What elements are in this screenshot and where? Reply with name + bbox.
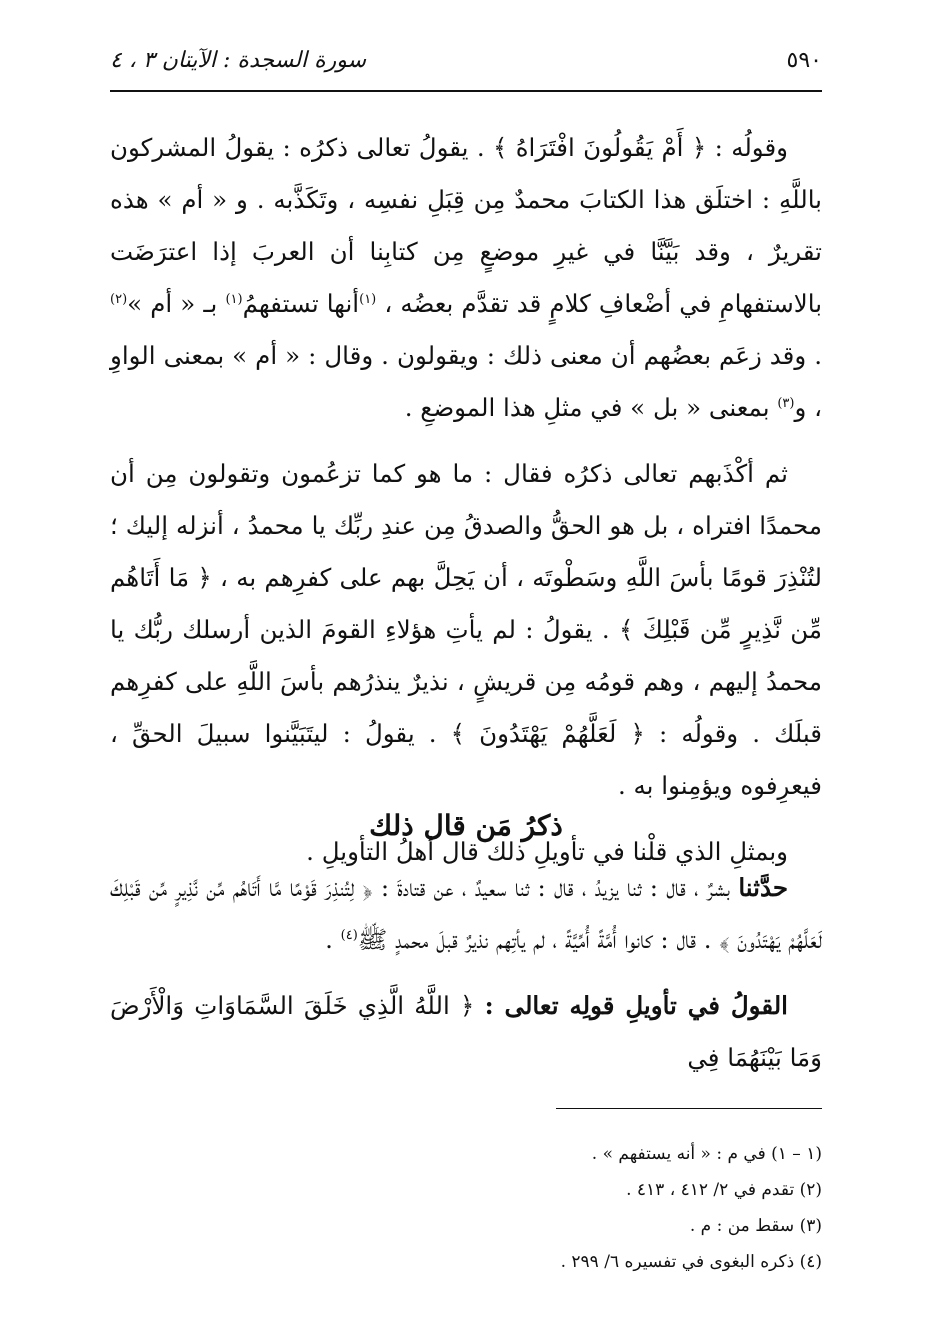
running-title: سورة السجدة : الآيتان ٣ ، ٤ [110,47,367,73]
header-rule [110,90,822,92]
footnote-3: (٣) سقط من : م . [689,1216,822,1236]
paragraph-1: وقولُه : ﴿ أَمْ يَقُولُونَ افْتَرَاهُ ﴾ . يقولُ تعالى ذكرُه : يقولُ المشركون باللَّهِ : اختلَق هذا الكتابَ محمدٌ مِن قِبَلِ نفسِه ، وتَكَذَّبه . و « أم » هذه تقريرٌ ، وقد بَيَّنَّا في غيرِ موضعٍ مِن كتابِنا أن العربَ إذا اعترَضَت بالاستفهامِ في أضْعافِ كلامٍ قد تقدَّم بعضُه ، $^{(١)}$أنها تستفهمُ$^{(١)}$ بـ « أم »$^{(٢)}$ . وقد زعَم بعضُهم أن معنى ذلك : ويقولون . وقال : « أم » بمعنى الواوِ ، و$^{(٣)}$ بمعنى « بل » في مثلِ هذا الموضعِ . [110,133,823,422]
paragraph-5: القولُ في تأويلِ قولِه تعالى : ﴿ اللَّهُ الَّذِي خَلَقَ السَّمَاوَاتِ وَالْأَرْضَ وَمَا بَيْنَهُمَا فِي [110,991,822,1072]
footnote-ref-3: (٣) [777,395,795,411]
commentary-block-2 [110,862,822,1084]
footnotes [110,1136,822,1280]
paragraph-3: وبمثلِ الذي قلْنا في تأويلِ ذلك قال أهلُ التأويلِ . [306,837,788,866]
footnote-4: (٤) ذكره البغوى في تفسيره ٦/ ٢٩٩ . [560,1252,822,1272]
paragraph-4: حدَّثنا بشرٌ ، قال : ثنا يزيدُ ، قال : ثنا سعيدٌ ، عن قتادةَ : ﴿ لِتُنذِرَ قَوْمًا مَّا أَتَاهُم مِّن نَّذِيرٍ مِّن قَبْلِكَ لَعَلَّهُمْ يَهْتَدُونَ ﴾ . قال : كانوا أُمَّةً أُمِّيَّةً ، لم يأتِهم نذيرٌ قبلَ محمدٍ ﷺ$^{(٤)}$ . [110,873,822,954]
section-heading: ذكرُ مَن قال ذلك [369,809,563,842]
footnote-ref-1-open: (١) [359,291,377,307]
footnote-separator [556,1108,822,1109]
paragraph-2: ثم أكْذَبهم تعالى ذكرُه فقال : ما هو كما تزعُمون وتقولون مِن أن محمدًا افتراه ، بل هو الحقُّ والصدقُ مِن عندِ ربِّك يا محمدُ ، أنزله إليك ؛ لتُنْذِرَ قومًا بأسَ اللَّهِ وسَطْوتَه ، أن يَحِلَّ بهم على كفرِهم به ، ﴿ مَا أَتَاهُم مِّن نَّذِيرٍ مِّن قَبْلِكَ ﴾ . يقولُ : لم يأتِ هؤلاءِ القومَ الذين أرسلك ربُّك يا محمدُ إليهم ، وهم قومُه مِن قريشٍ ، نذيرٌ ينذرُهم بأسَ اللَّهِ على كفرِهم قبلَك . وقولُه : ﴿ لَعَلَّهُمْ يَهْتَدُونَ ﴾ . يقولُ : ليتَبَيَّنوا سبيلَ الحقِّ ، فيعرِفوه ويؤمِنوا به . [110,459,822,800]
verse-intro-lead: القولُ في تأويلِ قولِه تعالى : [484,991,788,1020]
footnote-ref-2: (٢) [110,291,128,307]
footnote-1: (١ – ١) في م : « أنه يستفهم » . [591,1144,822,1164]
commentary-block-1 [110,122,822,878]
page-number: ٥٩٠ [786,47,822,73]
footnote-ref-1-close: (١) [225,291,243,307]
isnad-lead: حدَّثنا [738,873,788,902]
footnote-2: (٢) تقدم في ٢/ ٤١٢ ، ٤١٣ . [626,1180,822,1200]
page-header [110,38,822,82]
footnote-ref-4: (٤) [340,927,358,943]
